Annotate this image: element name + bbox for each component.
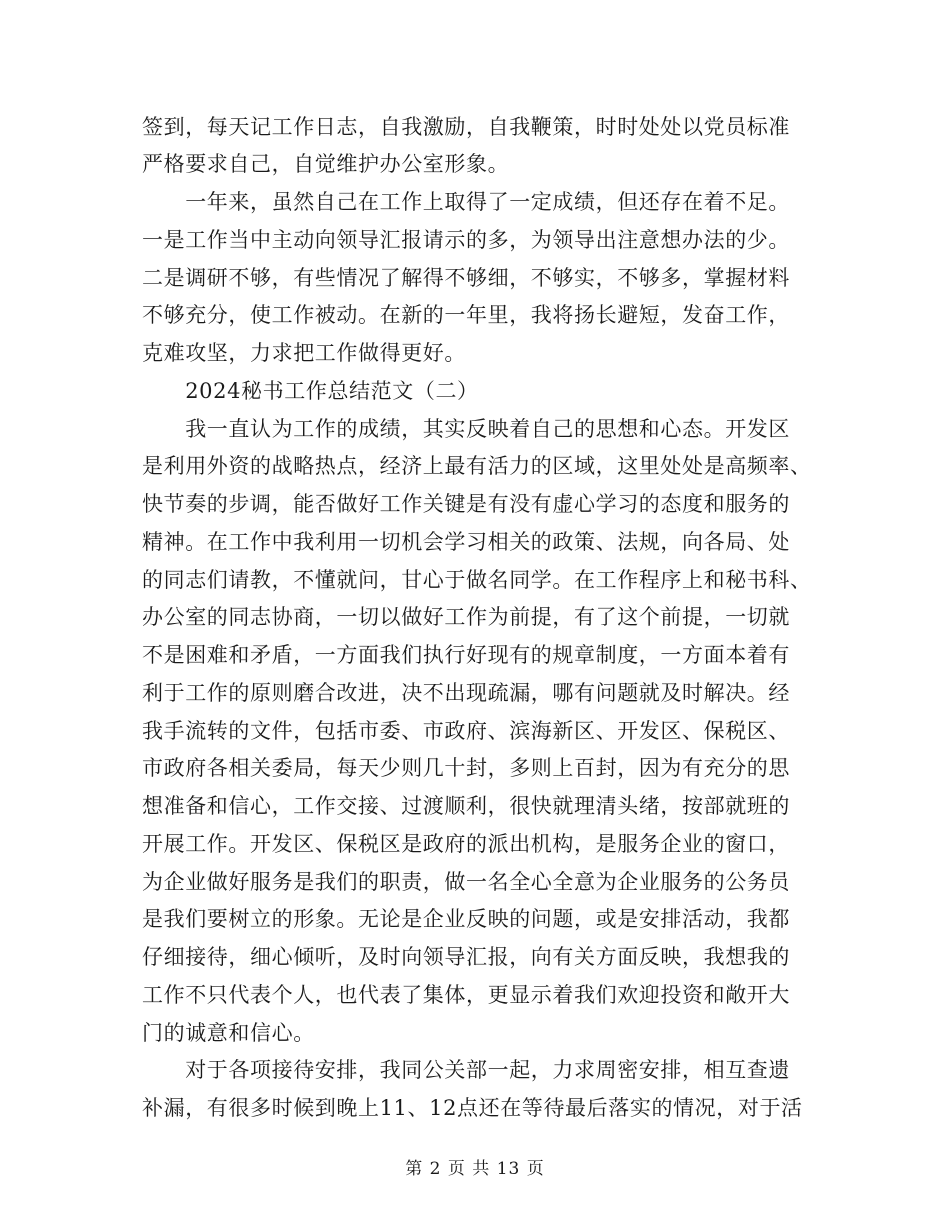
text-line: 是我们要树立的形象。无论是企业反映的问题，或是安排活动，我都 bbox=[142, 907, 790, 931]
text-line: 快节奏的步调，能否做好工作关键是有没有虚心学习的态度和服务的 bbox=[142, 492, 790, 516]
text-line: 严格要求自己，自觉维护办公室形象。 bbox=[142, 152, 510, 176]
text-line: 仔细接待，细心倾听，及时向领导汇报，向有关方面反映，我想我的 bbox=[142, 945, 790, 969]
section-heading: 2024秘书工作总结范文（二） bbox=[142, 379, 479, 403]
text-line: 办公室的同志协商，一切以做好工作为前提，有了这个前提，一切就 bbox=[142, 605, 790, 629]
text-line: 我一直认为工作的成绩，其实反映着自己的思想和心态。开发区 bbox=[142, 417, 790, 441]
text-line: 一年来，虽然自己在工作上取得了一定成绩，但还存在着不足。 bbox=[142, 190, 790, 214]
text-line: 为企业做好服务是我们的职责，做一名全心全意为企业服务的公务员 bbox=[142, 870, 790, 894]
text-line: 不是困难和矛盾，一方面我们执行好现有的规章制度，一方面本着有 bbox=[142, 643, 790, 667]
text-line: 利于工作的原则磨合改进，决不出现疏漏，哪有问题就及时解决。经 bbox=[142, 681, 790, 705]
text-line: 门的诚意和信心。 bbox=[142, 1021, 315, 1045]
text-line: 克难攻坚，力求把工作做得更好。 bbox=[142, 341, 466, 365]
text-line: 想准备和信心，工作交接、过渡顺利，很快就理清头绪，按部就班的 bbox=[142, 794, 790, 818]
text-line: 市政府各相关委局，每天少则几十封，多则上百封，因为有充分的思 bbox=[142, 756, 790, 780]
text-line: 签到，每天记工作日志，自我激励，自我鞭策，时时处处以党员标准 bbox=[142, 115, 790, 139]
text-line: 补漏，有很多时候到晚上11、12点还在等待最后落实的情况，对于活 bbox=[142, 1096, 803, 1120]
text-line: 一是工作当中主动向领导汇报请示的多，为领导出注意想办法的少。 bbox=[142, 228, 790, 252]
text-line: 我手流转的文件，包括市委、市政府、滨海新区、开发区、保税区、 bbox=[142, 719, 790, 743]
text-line: 工作不只代表个人，也代表了集体，更显示着我们欢迎投资和敞开大 bbox=[142, 983, 790, 1007]
text-line: 精神。在工作中我利用一切机会学习相关的政策、法规，向各局、处 bbox=[142, 530, 790, 554]
text-line: 开展工作。开发区、保税区是政府的派出机构，是服务企业的窗口， bbox=[142, 832, 790, 856]
page-number-footer: 第 2 页 共 13 页 bbox=[405, 1159, 545, 1179]
text-line: 二是调研不够，有些情况了解得不够细，不够实，不够多，掌握材料 bbox=[142, 266, 790, 290]
text-line: 是利用外资的战略热点，经济上最有活力的区域，这里处处是高频率、 bbox=[142, 454, 812, 478]
text-line: 的同志们请教，不懂就问，甘心于做名同学。在工作程序上和秘书科、 bbox=[142, 568, 812, 592]
text-line: 对于各项接待安排，我同公关部一起，力求周密安排，相互查遗 bbox=[142, 1058, 790, 1082]
text-line: 不够充分，使工作被动。在新的一年里，我将扬长避短，发奋工作， bbox=[142, 303, 790, 327]
